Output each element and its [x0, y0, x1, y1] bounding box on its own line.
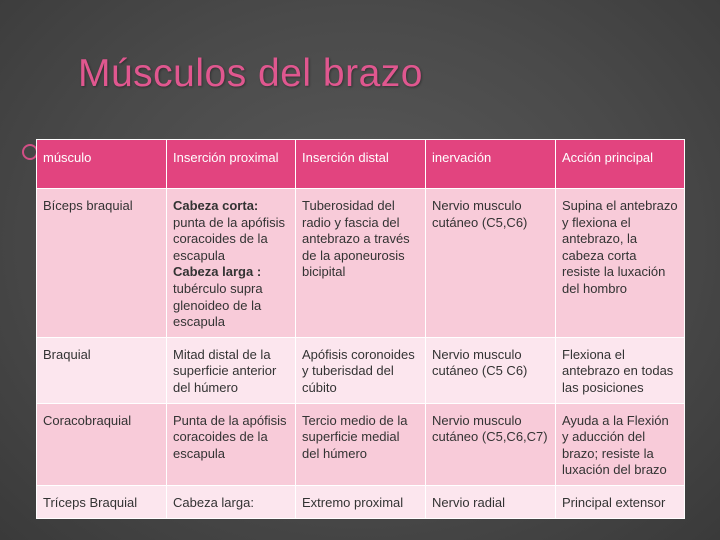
cell-accion: Principal extensor: [556, 485, 685, 518]
cell-inervacion: Nervio radial: [426, 485, 556, 518]
cell-musculo: Bíceps braquial: [37, 189, 167, 338]
cell-musculo: Tríceps Braquial: [37, 485, 167, 518]
cell-inervacion: Nervio musculo cutáneo (C5,C6): [426, 189, 556, 338]
cell-insercion-distal: Tuberosidad del radio y fascia del antebrazo a través de la aponeurosis bicipital: [296, 189, 426, 338]
cell-musculo: Coracobraquial: [37, 403, 167, 485]
table-row: [37, 337, 685, 403]
header-insercion-proximal: Inserción proximal: [167, 140, 296, 189]
cell-insercion-proximal: Punta de la apófisis coracoides de la escapula: [167, 403, 296, 485]
table-header-row: [37, 140, 685, 189]
cell-insercion-distal: Tercio medio de la superficie medial del húmero: [296, 403, 426, 485]
cell-insercion-proximal: Cabeza larga:: [167, 485, 296, 518]
table-row: [37, 485, 685, 518]
cell-inervacion: Nervio musculo cutáneo (C5 C6): [426, 337, 556, 403]
header-accion-principal: Acción principal: [556, 140, 685, 189]
cabeza-larga-text: tubérculo supra glenoideo de la escapula: [173, 280, 263, 330]
cell-accion: Flexiona el antebrazo en todas las posiciones: [556, 337, 685, 403]
cabeza-corta-label: Cabeza corta:: [173, 198, 259, 213]
cell-insercion-proximal: Mitad distal de la superficie anterior del húmero: [167, 337, 296, 403]
cell-insercion-proximal: [167, 189, 296, 338]
cell-inervacion: Nervio musculo cutáneo (C5,C6,C7): [426, 403, 556, 485]
cabeza-larga-label: Cabeza larga :: [173, 264, 262, 280]
cell-insercion-distal: Apófisis coronoides y tuberisdad del cúbito: [296, 337, 426, 403]
slide-title: Músculos del brazo: [78, 52, 423, 95]
cabeza-corta-text: punta de la apófisis coracoides de la escapula: [173, 214, 286, 263]
cell-musculo: Braquial: [37, 337, 167, 403]
cell-accion: Supina el antebrazo y flexiona el antebrazo, la cabeza corta resiste la luxación del hombro: [556, 189, 685, 338]
table-row: [37, 403, 685, 485]
table-row: [37, 189, 685, 338]
cell-accion: Ayuda a la Flexión y aducción del brazo; resiste la luxación del brazo: [556, 403, 685, 485]
cell-insercion-distal: Extremo proximal: [296, 485, 426, 518]
header-insercion-distal: Inserción distal: [296, 140, 426, 189]
muscles-table: [36, 139, 685, 519]
header-musculo: músculo: [37, 140, 167, 189]
header-inervacion: inervación: [426, 140, 556, 189]
